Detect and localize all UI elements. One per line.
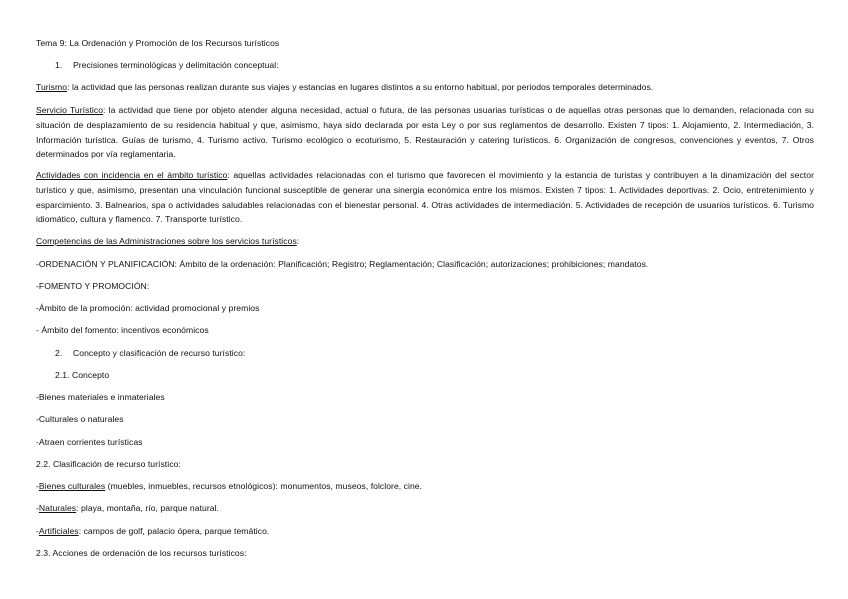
bienes-culturales-line <box>36 479 812 494</box>
document-title: Tema 9: La Ordenación y Promoción de los Recursos turísticos <box>36 38 280 48</box>
servicio-term: Servicio Turístico <box>36 105 104 115</box>
actividades-definition <box>36 168 814 227</box>
artificiales-term: Artificiales <box>38 526 79 536</box>
fomento-line: -FOMENTO Y PROMOCIÓN: <box>36 281 150 291</box>
bienes-line: -Bienes materiales e inmateriales <box>36 392 165 402</box>
section-1-text: Precisiones terminológicas y delimitación conceptual: <box>73 60 279 70</box>
competencias-colon: : <box>296 236 300 246</box>
artificiales-text: : campos de golf, palacio ópera, parque temático. <box>78 526 270 536</box>
servicio-turistico-definition <box>36 103 814 162</box>
atraen-line: -Atraen corrientes turísticas <box>36 437 143 447</box>
subsection-2-3: 2.3. Acciones de ordenación de los recursos turísticos: <box>36 548 247 558</box>
section-2-number: 2. <box>55 348 63 358</box>
turismo-term: Turismo <box>36 82 68 92</box>
actividades-term: Actividades con incidencia en el ámbito turístico <box>36 170 228 180</box>
section-2-text: Concepto y clasificación de recurso turístico: <box>73 348 246 358</box>
turismo-definition <box>36 80 812 95</box>
bienes-culturales-dash: - <box>36 481 39 491</box>
naturales-line <box>36 501 812 516</box>
bienes-culturales-text: (muebles, inmuebles, recursos etnológicos): monumentos, museos, folclore, cine. <box>105 481 423 491</box>
naturales-term: Naturales <box>38 503 77 513</box>
ambito-fomento-line: - Ámbito del fomento: incentivos económicos <box>36 325 209 335</box>
turismo-text: : la actividad que las personas realizan durante sus viajes y estancias en lugares distintos a su entorno habitual, por periodos temporales determinados. <box>67 82 654 92</box>
actividades-text: : aquellas actividades relacionadas con el turismo que favorecen el movimiento y la estancia de turistas y contribuyen a la dinamización del sector turístico y que, asimismo, presentan una vinculación funcional susceptible de generar una sinergia económica entre los mismos. Existen 7 tipos: 1. Actividades deportivas. 2. Ocio, entretenimiento y esparcimiento. 3. Balnearios, spa o actividades saludables relacionadas con el bienestar personal. 4. Otras actividades de intermediación. 5. Actividades de recepción de usuarios turísticos. 6. Turismo idiomático, cultura y flamenco. 7. Transporte turístico. <box>36 170 814 225</box>
section-1-heading <box>55 58 831 73</box>
section-1-number: 1. <box>55 60 63 70</box>
culturales-line: -Culturales o naturales <box>36 414 124 424</box>
naturales-dash: - <box>36 503 39 513</box>
competencias-term: Competencias de las Administraciones sobre los servicios turísticos <box>36 236 297 246</box>
section-2-heading <box>55 346 831 361</box>
subsection-2-1: 2.1. Concepto <box>55 370 110 380</box>
competencias-heading <box>36 234 812 249</box>
ordenacion-line: -ORDENACIÓN Y PLANIFICACIÓN: Ámbito de la ordenación: Planificación; Registro; Reglamentación; Clasificación; autorizaciones; prohibiciones; mandatos. <box>36 259 649 269</box>
artificiales-line <box>36 524 812 539</box>
ambito-promocion-line: -Ámbito de la promoción: actividad promocional y premios <box>36 303 260 313</box>
artificiales-dash: - <box>36 526 39 536</box>
naturales-text: : playa, montaña, río, parque natural. <box>76 503 219 513</box>
bienes-culturales-term: Bienes culturales <box>38 481 106 491</box>
subsection-2-2: 2.2. Clasificación de recurso turístico: <box>36 459 181 469</box>
servicio-text: : la actividad que tiene por objeto atender alguna necesidad, actual o futura, de las personas usuarias turísticas o de aquellas otras personas que lo demanden, relacionada con su situación de desplazamiento de su residencia habitual y que, asimismo, haya sido declarada por esta Ley o por sus reglamentos de desarrollo. Existen 7 tipos: 1. Alojamiento, 2. Intermediación, 3. Información turística. Guías de turismo, 4. Turismo activo. Turismo ecológico o ecoturismo, 5. Restauración y catering turísticos. 6. Organización de congresos, convenciones y eventos, 7. Otros determinados por vía reglamentaria. <box>36 105 815 160</box>
